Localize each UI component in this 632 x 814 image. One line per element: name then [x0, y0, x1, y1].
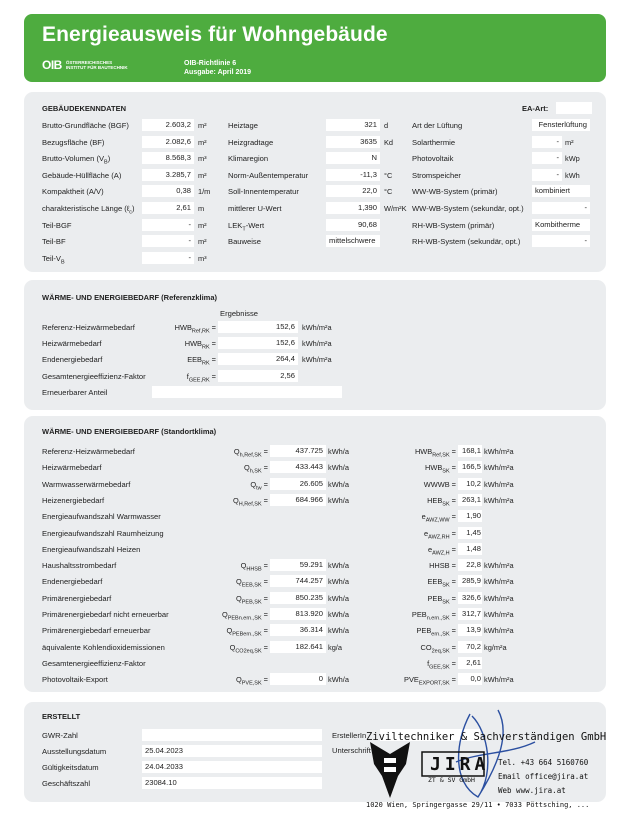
- std-value: 437.725: [270, 445, 326, 457]
- label-sub: B: [61, 259, 65, 266]
- symbol-sub: 2eq,SK: [431, 648, 450, 655]
- std-unit-2: kg/m²a: [484, 642, 507, 652]
- oib-logo: [42, 58, 128, 72]
- std-value-2: 10,2: [458, 478, 482, 490]
- symbol-sub: ern.,SK: [431, 631, 450, 638]
- std-symbol-2: $HEB_{SK}$ =: [427, 495, 456, 508]
- label-text: Klimaregion: [228, 154, 269, 164]
- kenndaten-label: RH-WB-System (primär): [412, 220, 495, 230]
- kenndaten-label: [228, 221, 264, 233]
- symbol-sub: GEE,SK: [429, 664, 450, 671]
- kenndaten-value: -: [142, 235, 194, 247]
- std-value-2: 22,8: [458, 559, 482, 571]
- std-value-2: 1,90: [458, 510, 482, 522]
- document-title: Energieausweis für Wohngebäude: [42, 23, 388, 46]
- kenndaten-unit: m²: [198, 170, 207, 180]
- symbol-text: Q: [233, 447, 240, 456]
- stamp-email: Email office@jira.at: [498, 772, 589, 781]
- kenndaten-unit: 1/m: [198, 187, 211, 197]
- std-label: Primärenergiebedarf nicht erneuerbar: [42, 610, 169, 619]
- std-unit-2: kWh/m²a: [484, 447, 514, 456]
- kenndaten-value: -: [142, 219, 194, 231]
- std-unit: kWh/a: [328, 463, 349, 473]
- std-value: 433.443: [270, 461, 326, 473]
- std-symbol: $Q_{PEB,SK}$ =: [236, 593, 268, 606]
- std-symbol-2: $e_{AWZ,RH}$ =: [424, 528, 456, 540]
- symbol-text: Q: [250, 479, 257, 489]
- label-text: Heizgradtage: [228, 137, 274, 147]
- kenndaten-value: -: [532, 235, 590, 247]
- std-value-2: 1,45: [458, 527, 482, 539]
- symbol-text: HWB: [425, 463, 443, 473]
- label-text: Heiztage: [228, 121, 258, 130]
- oib-logo-text: ÖSTERREICHISCHES INSTITUT FÜR BAUTECHNIK: [65, 60, 128, 70]
- symbol-sub: AWZ,H: [432, 550, 450, 557]
- std-unit: kWh/a: [328, 479, 349, 489]
- std-label: Heizenergiebedarf: [42, 495, 105, 505]
- symbol-sub: EEB,SK: [241, 582, 262, 589]
- std-symbol: $Q_{H,Ref,SK}$ =: [232, 495, 268, 508]
- richtlinie-info: OIB-Richtlinie 6 Ausgabe: April 2019: [184, 60, 252, 76]
- ref-label: Referenz-Heizwärmebedarf: [42, 323, 135, 332]
- kenndaten-label: WW-WB-System (sekundär, opt.): [412, 204, 524, 213]
- std-unit: kg/a: [328, 642, 342, 652]
- ref-label: Heizwärmebedarf: [42, 339, 102, 349]
- section-title-standortklima: WÄRME- UND ENERGIEBEDARF (Standortklima): [42, 427, 217, 436]
- kenndaten-label: [42, 254, 65, 266]
- erstellt-value: [142, 729, 322, 741]
- kenndaten-value: -: [532, 152, 562, 164]
- symbol-sub: Ref,RK: [191, 328, 210, 335]
- kenndaten-unit: Kd: [384, 137, 394, 147]
- kenndaten-value: 90,68: [326, 219, 380, 231]
- eagle-crest-icon: [370, 742, 410, 798]
- std-value-2: 312,7: [458, 608, 482, 620]
- std-symbol-2: WWWB =: [423, 479, 456, 489]
- symbol-text: HEB: [427, 495, 443, 505]
- std-unit: kWh/a: [328, 593, 349, 603]
- std-symbol-2: HHSB =: [429, 561, 456, 571]
- std-label: Energieaufwandszahl Heizen: [42, 544, 141, 554]
- std-unit-2: kWh/m²a: [484, 610, 514, 619]
- symbol-text: HWB: [174, 323, 192, 332]
- kenndaten-value: -: [532, 136, 562, 148]
- erstellt-value: 23084.10: [142, 777, 322, 789]
- kenndaten-unit: m²: [198, 121, 207, 130]
- std-value: 0: [270, 673, 326, 685]
- kenndaten-label: [228, 187, 299, 196]
- label-text: Teil-V: [42, 253, 61, 263]
- kenndaten-value: 2,61: [142, 202, 194, 214]
- symbol-text: Q: [236, 577, 242, 587]
- erstellerin-label: ErstellerIn: [332, 731, 367, 740]
- symbol-text: PEB: [427, 593, 443, 603]
- ref-symbol: $HWB_{RK}$ =: [184, 339, 216, 351]
- std-unit-2: kWh/m²a: [484, 479, 514, 489]
- std-symbol: $Q_{PVE,SK}$ =: [236, 675, 268, 687]
- symbol-sub: tw: [256, 485, 262, 492]
- symbol-text: HWB: [184, 339, 202, 349]
- kenndaten-value: 2.082,6: [142, 136, 194, 148]
- kenndaten-label: [228, 138, 273, 147]
- symbol-text: EEB: [187, 355, 202, 365]
- label-text: mittlerer U-Wert: [228, 204, 282, 213]
- ref-unit: kWh/m²a: [302, 323, 332, 332]
- std-symbol-2: $PEB_{n.ern.,SK}$ =: [411, 610, 456, 622]
- symbol-sub: h,SK: [249, 468, 262, 475]
- kenndaten-unit: m²: [198, 137, 207, 147]
- kenndaten-label: WW-WB-System (primär): [412, 187, 498, 197]
- erstellt-label: Geschäftszahl: [42, 779, 91, 788]
- ref-unit: kWh/m²a: [302, 339, 332, 349]
- kenndaten-value: -: [532, 202, 590, 214]
- label-text: LEK: [228, 220, 243, 230]
- kenndaten-label: RH-WB-System (sekundär, opt.): [412, 237, 521, 247]
- symbol-text: PEB: [416, 626, 432, 636]
- ref-label: Gesamtenergieeffizienz-Faktor: [42, 371, 146, 381]
- kenndaten-label: Art der Lüftung: [412, 121, 463, 130]
- label-text: Norm-Außentemperatur: [228, 170, 309, 180]
- std-symbol-2: $HWB_{SK}$ =: [425, 463, 456, 475]
- std-value-2: 285,9: [458, 575, 482, 587]
- std-unit: kWh/a: [328, 675, 349, 685]
- kenndaten-unit: m: [198, 204, 205, 213]
- std-value-2: 168,1: [458, 445, 482, 457]
- kenndaten-unit: m³: [198, 253, 207, 263]
- label-end: ): [132, 204, 135, 213]
- kenndaten-label: [42, 237, 66, 246]
- std-value-2: 326,6: [458, 592, 482, 604]
- kenndaten-unit: m²: [565, 137, 574, 147]
- std-unit-2: kWh/m²a: [484, 561, 514, 571]
- std-symbol: $Q_{EEB,SK}$ =: [236, 577, 268, 589]
- symbol-sub: PVE,SK: [241, 680, 262, 687]
- symbol-text: f: [427, 658, 430, 668]
- label-text: Teil-BGF: [42, 220, 72, 230]
- kenndaten-value: 3.285,7: [142, 169, 194, 181]
- std-value: 813.920: [270, 608, 326, 620]
- std-symbol-2: $PEB_{ern.,SK}$ =: [416, 626, 456, 638]
- symbol-text: f: [186, 371, 189, 381]
- section-title-erstellt: ERSTELLT: [42, 712, 81, 721]
- ref-symbol: $EEB_{RK}$ =: [187, 355, 216, 367]
- label-text: Bezugsfläche (BF): [42, 137, 105, 147]
- std-unit-2: kWh/m²a: [484, 495, 514, 505]
- std-label: äquivalente Kohlendioxidemissionen: [42, 642, 165, 652]
- std-label: Haushaltsstrombedarf: [42, 561, 117, 571]
- kenndaten-value: 8.568,3: [142, 152, 194, 164]
- std-symbol-2: $f_{GEE,SK}$ =: [427, 658, 456, 671]
- std-value-2: 13,9: [458, 624, 482, 636]
- std-unit-2: kWh/m²a: [484, 463, 514, 473]
- label-sub: c: [129, 209, 133, 216]
- ref-value: [152, 386, 342, 398]
- symbol-sub: AWZ,RH: [428, 533, 450, 540]
- label-text: Gebäude-Hüllfläche (A): [42, 170, 122, 180]
- std-symbol-2: $e_{AWZ,WW}$ =: [421, 512, 456, 524]
- kenndaten-unit: m³: [198, 154, 207, 164]
- symbol-text: PEB: [411, 610, 427, 619]
- ref-symbol: $f_{GEE,RK}$ =: [186, 371, 216, 384]
- kenndaten-unit: °C: [384, 170, 393, 180]
- std-value: 744.257: [270, 575, 326, 587]
- kenndaten-value: 22,0: [326, 185, 380, 197]
- symbol-text: Q: [221, 610, 228, 619]
- std-symbol-2: $PVE_{EXPORT,SK}$ =: [404, 675, 456, 687]
- kenndaten-unit: kWp: [565, 154, 580, 164]
- std-symbol: $Q_{h,SK}$ =: [243, 463, 268, 475]
- kenndaten-value: -: [532, 169, 562, 181]
- kenndaten-unit: m²: [198, 237, 207, 247]
- std-label: Warmwasserwärmebedarf: [42, 479, 131, 489]
- kenndaten-label: [228, 237, 261, 246]
- symbol-text: HWB: [414, 447, 433, 456]
- std-value-2: 1,48: [458, 543, 482, 555]
- std-label: Photovoltaik-Export: [42, 675, 108, 685]
- symbol-sub: EXPORT,SK: [418, 680, 450, 687]
- std-symbol-2: $PEB_{SK}$ =: [427, 593, 456, 606]
- kenndaten-unit: °C: [384, 187, 393, 197]
- std-label: Primärenergiebedarf erneuerbar: [42, 626, 151, 636]
- kenndaten-value: N: [326, 152, 380, 164]
- std-label: Heizwärmebedarf: [42, 463, 102, 473]
- label-sub: B: [104, 159, 108, 166]
- ref-value: 152,6: [218, 321, 298, 333]
- kenndaten-label: [228, 121, 258, 130]
- symbol-text: Q: [236, 593, 242, 603]
- symbol-text: Q: [243, 463, 250, 473]
- std-value: 26.605: [270, 478, 326, 490]
- symbol-text: Q: [232, 495, 239, 505]
- symbol-sub: GEE,RK: [188, 377, 210, 384]
- std-symbol: $Q_{h,Ref,SK}$ =: [233, 447, 268, 459]
- std-value-2: 0,0: [458, 673, 482, 685]
- std-symbol: $Q_{tw}$ =: [250, 479, 268, 492]
- kenndaten-unit: d: [384, 121, 389, 130]
- std-label: Referenz-Heizwärmebedarf: [42, 447, 135, 456]
- label-text: Brutto-Grundfläche (BGF): [42, 121, 129, 130]
- label-text: Bauweise: [228, 237, 261, 247]
- symbol-text: e: [421, 512, 426, 522]
- label-text: Brutto-Volumen (V: [42, 154, 105, 164]
- kenndaten-label: Stromspeicher: [412, 170, 461, 180]
- section-title-gebaeude: GEBÄUDEKENNDATEN: [42, 104, 127, 113]
- kenndaten-value: Kombitherme: [532, 219, 590, 231]
- std-unit: kWh/a: [328, 561, 349, 571]
- erstellt-label: GWR-Zahl: [42, 731, 78, 740]
- stamp-tel: Tel. +43 664 5160760: [498, 758, 589, 767]
- std-label: Gesamtenergieeffizienz-Faktor: [42, 658, 146, 668]
- header-banner: [24, 14, 606, 82]
- kenndaten-value: -: [142, 252, 194, 264]
- symbol-sub: AWZ,WW: [425, 517, 450, 524]
- kenndaten-label: [42, 171, 121, 180]
- symbol-text: e: [424, 528, 429, 538]
- symbol-sub: SK: [442, 468, 450, 475]
- std-unit: kWh/a: [328, 495, 349, 505]
- symbol-text: Q: [226, 626, 233, 636]
- symbol-sub: PEB,SK: [241, 599, 262, 606]
- std-label: Energieaufwandszahl Warmwasser: [42, 512, 161, 522]
- section-title-referenzklima: WÄRME- UND ENERGIEBEDARF (Referenzklima): [42, 293, 218, 302]
- kenndaten-unit: W/m²K: [384, 204, 407, 213]
- kenndaten-value: 0,38: [142, 185, 194, 197]
- kenndaten-value: Fensterlüftung: [532, 119, 590, 131]
- std-symbol-2: $HWB_{Ref,SK}$ =: [414, 447, 456, 459]
- label-text: Kompaktheit (A/V): [42, 187, 104, 197]
- symbol-sub: SK: [442, 582, 450, 589]
- std-unit-2: kWh/m²a: [484, 675, 514, 685]
- symbol-sub: H,Ref,SK: [238, 501, 262, 508]
- ref-value: 264,4: [218, 353, 298, 365]
- label-sub: T: [242, 226, 246, 233]
- erstellt-value: 24.04.2033: [142, 761, 322, 773]
- symbol-sub: RK: [201, 344, 210, 351]
- symbol-sub: CO2eq,SK: [235, 648, 262, 655]
- symbol-text: EEB: [427, 577, 443, 587]
- kenndaten-label: [228, 204, 281, 213]
- ref-value: 2,56: [218, 370, 298, 382]
- std-label: Endenergiebedarf: [42, 577, 103, 587]
- symbol-sub: SK: [442, 599, 450, 606]
- symbol-sub: PEBern.,SK: [232, 631, 262, 638]
- unterschrift-label: Unterschrift: [332, 746, 371, 755]
- kenndaten-value: 3635: [326, 136, 380, 148]
- symbol-text: CO: [420, 642, 432, 652]
- std-unit: kWh/a: [328, 610, 349, 619]
- std-value-2: 263,1: [458, 494, 482, 506]
- symbol-text: Q: [240, 561, 247, 571]
- symbol-sub: n.ern.,SK: [426, 615, 450, 622]
- std-unit: kWh/a: [328, 447, 349, 456]
- std-unit: kWh/a: [328, 626, 349, 636]
- std-symbol: $Q_{PEBern.,SK}$ =: [226, 626, 268, 638]
- std-symbol: $Q_{CO2eq,SK}$ =: [229, 642, 268, 655]
- std-symbol-2: $EEB_{SK}$ =: [427, 577, 456, 589]
- kenndaten-value: mittelschwere: [326, 235, 380, 247]
- symbol-text: WWWB: [423, 479, 450, 489]
- kenndaten-label: [42, 221, 72, 230]
- kenndaten-value: 321: [326, 119, 380, 131]
- kenndaten-unit: kWh: [565, 170, 580, 180]
- symbol-sub: RK: [201, 360, 210, 367]
- kenndaten-label: [42, 121, 129, 130]
- kenndaten-label: Photovoltaik: [412, 154, 454, 164]
- std-unit-2: kWh/m²a: [484, 626, 514, 636]
- std-unit: kWh/a: [328, 577, 349, 587]
- std-value: 850.235: [270, 592, 326, 604]
- kenndaten-value: -11,3: [326, 169, 380, 181]
- ea-art-field: [556, 102, 592, 114]
- ref-unit: kWh/m²a: [302, 355, 332, 365]
- label-end: -Wert: [245, 220, 265, 230]
- std-label: Primärenergiebedarf: [42, 593, 112, 603]
- std-symbol-2: $CO_{2eq,SK}$ =: [420, 642, 456, 655]
- symbol-text: HHSB: [429, 561, 450, 571]
- label-end: ): [107, 154, 111, 164]
- kenndaten-label: [42, 204, 135, 216]
- kenndaten-value: 1,390: [326, 202, 380, 214]
- symbol-text: e: [427, 544, 433, 554]
- std-value: 182.641: [270, 641, 326, 653]
- ref-label: Endenergiebedarf: [42, 355, 103, 365]
- kenndaten-label: Solarthermie: [412, 137, 456, 147]
- symbol-sub: h,Ref,SK: [239, 452, 262, 459]
- std-value: 59.291: [270, 559, 326, 571]
- std-symbol: $Q_{HHSB}$ =: [240, 561, 268, 573]
- kenndaten-label: [42, 187, 104, 196]
- label-text: Soll-Innentemperatur: [228, 187, 299, 197]
- kenndaten-label: [228, 171, 308, 180]
- ref-label: Erneuerbarer Anteil: [42, 387, 108, 397]
- kenndaten-label: [42, 138, 104, 147]
- symbol-text: Q: [236, 675, 242, 685]
- std-value: 684.966: [270, 494, 326, 506]
- std-value-2: 166,5: [458, 461, 482, 473]
- std-unit-2: kWh/m²a: [484, 593, 514, 603]
- ref-symbol: $HWB_{Ref,RK}$ =: [174, 323, 216, 335]
- symbol-sub: PEBn.ern.,SK: [227, 615, 262, 622]
- kenndaten-value: 2.603,2: [142, 119, 194, 131]
- erstellt-value: 25.04.2023: [142, 745, 322, 757]
- kenndaten-label: [42, 154, 110, 166]
- ref-value: 152,6: [218, 337, 298, 349]
- stamp-web: Web www.jira.at: [498, 786, 566, 795]
- erstellt-label: Ausstellungsdatum: [42, 747, 107, 756]
- label-text: charakteristische Länge (ℓ: [42, 204, 130, 213]
- kenndaten-unit: m²: [198, 220, 207, 230]
- ea-art-label: EA-Art:: [522, 104, 549, 113]
- std-value-2: 70,2: [458, 641, 482, 653]
- symbol-sub: Ref,SK: [432, 452, 450, 459]
- oib-logo-mark: OIB: [42, 58, 62, 72]
- stamp-sub: ZT & SV GmbH: [428, 776, 475, 784]
- std-value-2: 2,61: [458, 657, 482, 669]
- stamp-name: JIRA: [430, 754, 490, 775]
- kenndaten-label: [228, 154, 268, 163]
- std-label: Energieaufwandszahl Raumheizung: [42, 528, 164, 538]
- symbol-sub: HHSB: [246, 566, 262, 573]
- std-value: 36.314: [270, 624, 326, 636]
- ergebnisse-header: Ergebnisse: [220, 309, 258, 318]
- symbol-text: PVE: [404, 675, 419, 685]
- erstellt-label: Gültigkeitsdatum: [42, 763, 99, 772]
- symbol-sub: SK: [442, 501, 450, 508]
- std-symbol-2: $e_{AWZ,H}$ =: [427, 544, 456, 557]
- stamp-address: 1020 Wien, Springergasse 29/11 • 7033 Pöttsching, ...: [366, 801, 590, 809]
- symbol-text: Q: [229, 642, 236, 652]
- stamp-company: Ziviltechniker & Sachverständigen GmbH: [366, 731, 607, 743]
- std-unit-2: kWh/m²a: [484, 577, 514, 587]
- label-text: Teil-BF: [42, 237, 66, 247]
- std-symbol: $Q_{PEBn.ern.,SK}$ =: [221, 610, 268, 622]
- kenndaten-value: kombiniert: [532, 185, 590, 197]
